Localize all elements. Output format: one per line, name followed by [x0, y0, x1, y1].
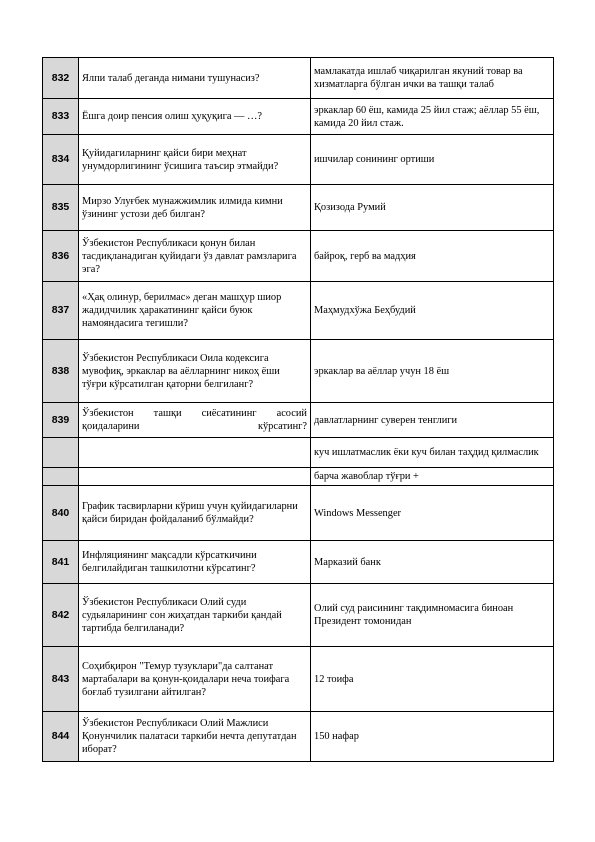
question-number: 843: [43, 647, 79, 712]
question-text: Инфляциянинг мақсадли кўрсаткичини белгилайдиган ташкилотни кўрсатинг?: [79, 541, 311, 584]
answer-text: давлатларнинг суверен тенглиги: [311, 403, 554, 438]
question-number: [43, 438, 79, 468]
question-text: [79, 438, 311, 468]
question-number: 841: [43, 541, 79, 584]
question-number: 834: [43, 135, 79, 185]
question-text: Ёшга доир пенсия олиш ҳуқуқига — …?: [79, 99, 311, 135]
table-row: [43, 438, 554, 468]
answer-text: ишчилар сонининг ортиши: [311, 135, 554, 185]
answer-text: байроқ, герб ва мадҳия: [311, 231, 554, 282]
answer-text: 12 тоифа: [311, 647, 554, 712]
question-number: 838: [43, 340, 79, 403]
question-text: Ўзбекистон Республикаси Олий суди судьяларининг сон жиҳатдан таркиби қандай тартибда белгиланади?: [79, 584, 311, 647]
answer-text: эркаклар 60 ёш, камида 25 йил стаж; аёллар 55 ёш, камида 20 йил стаж.: [311, 99, 554, 135]
table-row: [43, 58, 554, 99]
answer-text: Маҳмудхўжа Беҳбудий: [311, 282, 554, 340]
question-text: Ялпи талаб деганда нимани тушунасиз?: [79, 58, 311, 99]
answer-text: 150 нафар: [311, 712, 554, 762]
qa-table: [42, 57, 554, 762]
answer-text: Олий суд раисининг тақдимномасига биноан Президент томонидан: [311, 584, 554, 647]
table-row: [43, 712, 554, 762]
question-text: [79, 468, 311, 486]
question-text: Ўзбекистон Республикаси Оила кодексига мувофиқ, эркаклар ва аёлларнинг никоҳ ёши тўғри кўрсатилган қаторни белгиланг?: [79, 340, 311, 403]
question-text: Ўзбекистон Республикаси Олий Мажлиси Қонунчилик палатаси таркиби нечта депутатдан иборат?: [79, 712, 311, 762]
answer-text: Қозизода Румий: [311, 185, 554, 231]
question-number: 833: [43, 99, 79, 135]
question-number: 835: [43, 185, 79, 231]
table-row: [43, 403, 554, 438]
answer-text: мамлакатда ишлаб чиқарилган якуний товар ва хизматларга бўлган ички ва ташқи талаб: [311, 58, 554, 99]
table-row: [43, 468, 554, 486]
table-row: [43, 185, 554, 231]
question-number: 832: [43, 58, 79, 99]
question-text: Ўзбекистон Республикаси қонун билан тасдиқланадиган қуйидаги ўз давлат рамзларига эга?: [79, 231, 311, 282]
table-row: [43, 584, 554, 647]
answer-text: эркаклар ва аёллар учун 18 ёш: [311, 340, 554, 403]
table-row: [43, 231, 554, 282]
table-row: [43, 340, 554, 403]
question-text: Қуйидагиларнинг қайси бири меҳнат унумдорлигининг ўсишига таъсир этмайди?: [79, 135, 311, 185]
answer-text: куч ишлатмаслик ёки куч билан таҳдид қилмаслик: [311, 438, 554, 468]
question-text: Ўзбекистон ташқи сиёсатининг асосий қоидаларини кўрсатинг?: [79, 403, 311, 438]
table-row: [43, 647, 554, 712]
question-text: «Ҳақ олинур, берилмас» деган машҳур шиор жадидчилик ҳаракатининг қайси буюк намояндасига тегишли?: [79, 282, 311, 340]
answer-text: Марказий банк: [311, 541, 554, 584]
table-row: [43, 282, 554, 340]
question-number: 840: [43, 486, 79, 541]
question-text: Соҳибқирон "Темур тузуклари"да салтанат мартабалари ва қонун-қоидалари неча тоифага боғлаб тузилгани айтилган?: [79, 647, 311, 712]
question-text: График тасвирларни кўриш учун қуйидагиларни қайси биридан фойдаланиб бўлмайди?: [79, 486, 311, 541]
question-number: [43, 468, 79, 486]
question-number: 842: [43, 584, 79, 647]
question-text: Мирзо Улуғбек мунажжимлик илмида кимни ўзининг устози деб билган?: [79, 185, 311, 231]
question-number: 844: [43, 712, 79, 762]
question-number: 839: [43, 403, 79, 438]
question-number: 836: [43, 231, 79, 282]
table-row: [43, 486, 554, 541]
question-number: 837: [43, 282, 79, 340]
answer-text: Windows Messenger: [311, 486, 554, 541]
table-row: [43, 541, 554, 584]
table-row: [43, 99, 554, 135]
table-row: [43, 135, 554, 185]
answer-text: барча жавоблар тўғри +: [311, 468, 554, 486]
